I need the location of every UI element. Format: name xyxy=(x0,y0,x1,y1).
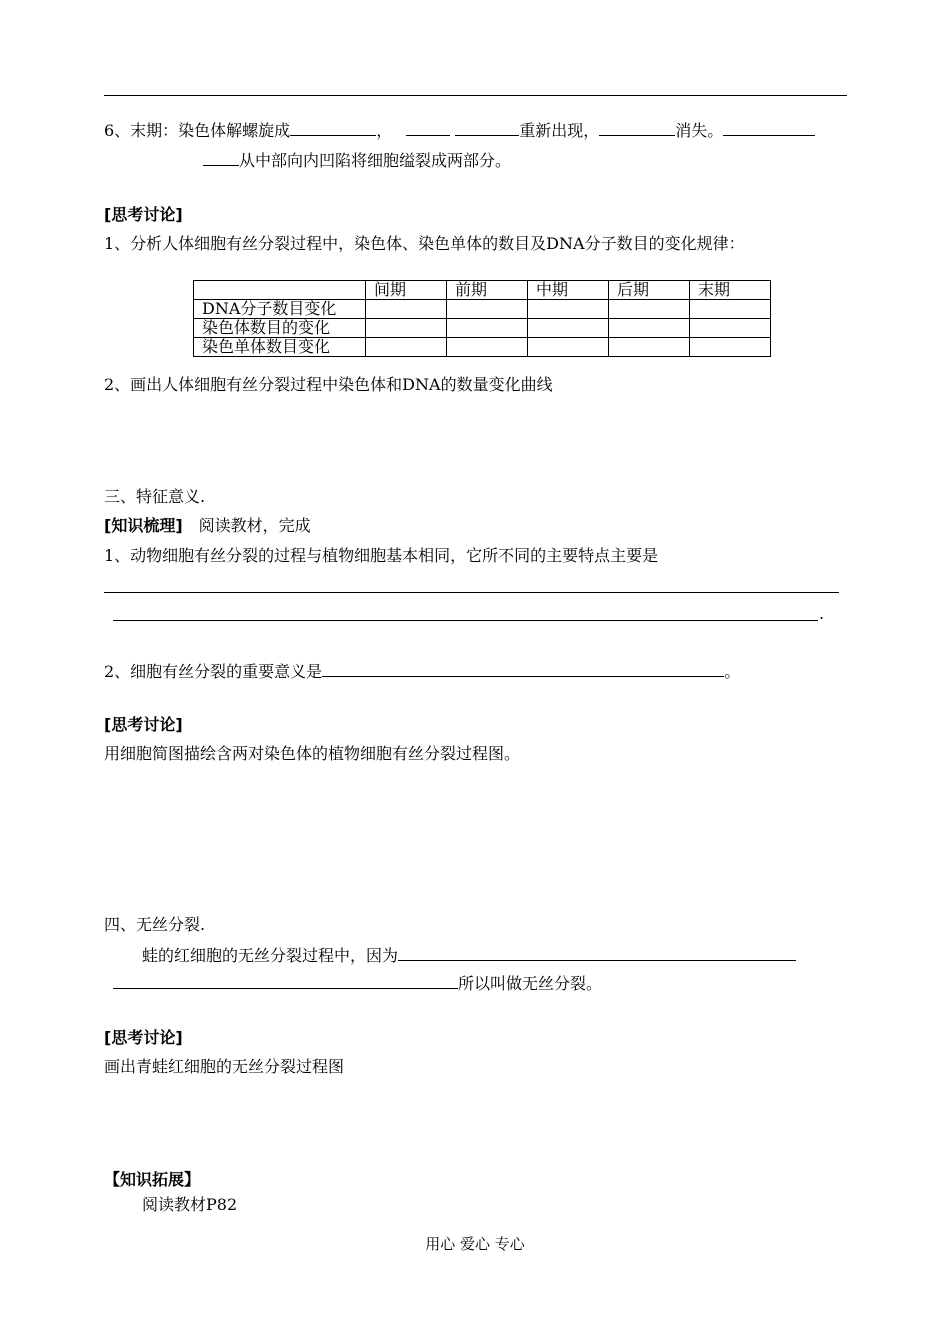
table-cell[interactable] xyxy=(690,338,771,357)
blank xyxy=(723,119,815,136)
discuss2-text: 用细胞简图描绘含两对染色体的植物细胞有丝分裂过程图。 xyxy=(104,744,521,763)
blank xyxy=(455,119,519,136)
table-cell[interactable] xyxy=(528,300,609,319)
blank xyxy=(398,944,796,961)
table-cell[interactable] xyxy=(447,338,528,357)
table-header-cell: 中期 xyxy=(528,281,609,300)
discuss1-question2: 2、画出人体细胞有丝分裂过程中染色体和DNA的数量变化曲线 xyxy=(104,375,553,394)
blank xyxy=(113,972,458,989)
table-cell[interactable] xyxy=(447,300,528,319)
table-cell[interactable] xyxy=(609,319,690,338)
blank xyxy=(203,149,239,166)
extend-heading: 【知识拓展】 xyxy=(104,1170,201,1189)
table-cell[interactable] xyxy=(366,300,447,319)
table-header-cell: 前期 xyxy=(447,281,528,300)
change-table xyxy=(193,280,771,357)
item6-line2: 从中部向内凹陷将细胞缢裂成两部分。 xyxy=(203,149,511,171)
table-header-cell: 末期 xyxy=(690,281,771,300)
answer-line xyxy=(113,620,818,621)
header-rule xyxy=(104,95,847,96)
table-cell[interactable] xyxy=(690,319,771,338)
extend-text: 阅读教材P82 xyxy=(142,1195,238,1214)
discuss3-heading: [思考讨论] xyxy=(104,1028,183,1047)
table-row-label: DNA分子数目变化 xyxy=(194,300,366,319)
answer-period: . xyxy=(819,604,825,623)
discuss1-question1: 1、分析人体细胞有丝分裂过程中，染色体、染色单体的数目及DNA分子数目的变化规律： xyxy=(104,234,745,253)
item6-line1: 6、末期：染色体解螺旋成 ， 重新出现， 消失。 xyxy=(104,119,815,141)
table-cell[interactable] xyxy=(528,319,609,338)
table-cell[interactable] xyxy=(366,319,447,338)
table-header-row xyxy=(194,281,771,300)
section4-text-line2: 所以叫做无丝分裂。 xyxy=(113,972,602,994)
section3-title: 三、特征意义. xyxy=(104,487,206,506)
section3-question1: 1、动物细胞有丝分裂的过程与植物细胞基本相同，它所不同的主要特点主要是 xyxy=(104,546,659,565)
blank xyxy=(599,119,675,136)
table-header-cell xyxy=(194,281,366,300)
table-row xyxy=(194,319,771,338)
discuss3-text: 画出青蛙红细胞的无丝分裂过程图 xyxy=(104,1057,345,1076)
table-cell[interactable] xyxy=(366,338,447,357)
table-cell[interactable] xyxy=(609,300,690,319)
table-row xyxy=(194,338,771,357)
blank xyxy=(290,119,376,136)
table-cell[interactable] xyxy=(609,338,690,357)
section4-text-line1: 蛙的红细胞的无丝分裂过程中，因为 xyxy=(142,944,796,966)
section3-heading-line: [知识梳理] 阅读教材，完成 xyxy=(104,516,311,535)
blank xyxy=(406,119,450,136)
discuss1-heading: [思考讨论] xyxy=(104,205,183,224)
table-header-cell: 后期 xyxy=(609,281,690,300)
blank xyxy=(322,660,724,677)
table-row-label: 染色体数目的变化 xyxy=(194,319,366,338)
section3-question2: 2、细胞有丝分裂的重要意义是 。 xyxy=(104,662,741,681)
page-footer: 用心 爱心 专心 xyxy=(425,1235,525,1253)
table-row-label: 染色单体数目变化 xyxy=(194,338,366,357)
table-cell[interactable] xyxy=(690,300,771,319)
table-cell[interactable] xyxy=(447,319,528,338)
table-header-cell: 间期 xyxy=(366,281,447,300)
section4-title: 四、无丝分裂. xyxy=(104,915,206,934)
table-row xyxy=(194,300,771,319)
answer-line xyxy=(104,592,839,593)
discuss2-heading: [思考讨论] xyxy=(104,715,183,734)
table-cell[interactable] xyxy=(528,338,609,357)
